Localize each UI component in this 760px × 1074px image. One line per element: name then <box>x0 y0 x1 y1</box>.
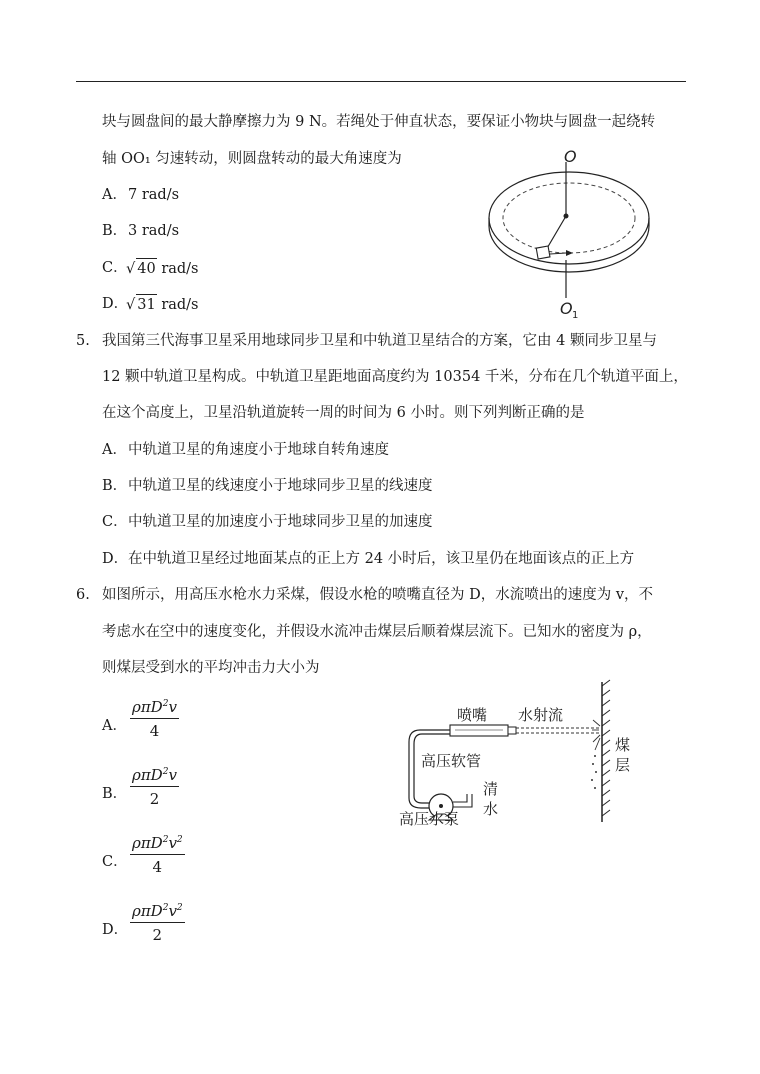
q6-label-coal-seam-2: 层 <box>615 756 631 774</box>
q5-option-c-text: 中轨道卫星的加速度小于地球同步卫星的加速度 <box>128 514 433 530</box>
q5-option-d-text: 在中轨道卫星经过地面某点的正上方 24 小时后，该卫星仍在地面该点的正上方 <box>128 551 635 567</box>
q6-label-hose: 高压软管 <box>421 752 482 770</box>
q6-label-clear-water-1: 清 <box>483 780 499 798</box>
q5-option-c-letter: C． <box>102 514 128 530</box>
q5-stem-line2: 12 颗中轨道卫星构成。中轨道卫星距地面高度约为 10354 千米，分布在几个轨道平面上， <box>102 369 688 385</box>
q6-option-b-formula: ρπD$^2$v 2 <box>132 766 177 808</box>
q6-option-d-formula: $\rho\pi D^2v^2$ 2 <box>132 902 183 944</box>
q6-option-c-formula: $\rho\pi D^2v^2$ 4 <box>132 834 183 876</box>
q5-option-a-text: 中轨道卫星的角速度小于地球自转角速度 <box>128 442 389 458</box>
q4-label-top: O <box>564 147 577 166</box>
q4-option-b-text: 3 rad/s <box>128 223 180 239</box>
header-rule <box>76 81 686 82</box>
q4-stem-line2: 轴 OO₁ 匀速转动，则圆盘转动的最大角速度为 <box>102 151 402 167</box>
q4-option-a-text: 7 rad/s <box>128 187 180 203</box>
q6-option-c-letter: C． <box>102 854 128 870</box>
q4-option-d-radicand: 31 <box>136 294 156 315</box>
q4-option-c-letter: C． <box>102 260 128 276</box>
q5-option-d-letter: D． <box>102 551 129 567</box>
q4-rotating-disk-figure <box>480 148 660 323</box>
q5-stem-line3: 在这个高度上，卫星沿轨道旋转一周的时间为 6 小时。则下列判断正确的是 <box>102 405 585 421</box>
q6-option-d-letter: D． <box>102 922 129 938</box>
q6-option-a-formula: ρπD$^2$v 4 <box>132 698 177 740</box>
q4-stem-line1: 块与圆盘间的最大静摩擦力为 9 N。若绳处于伸直状态，要保证小物块与圆盘一起绕转 <box>102 114 656 130</box>
q4-label-bottom-subscript: 1 <box>572 310 579 321</box>
q4-option-b-letter: B． <box>102 223 128 239</box>
q6-label-nozzle: 喷嘴 <box>457 706 488 724</box>
q6-water-cannon-figure <box>395 676 631 828</box>
q4-option-c-radicand: 40 <box>136 258 156 279</box>
q5-option-a-letter: A． <box>102 442 127 458</box>
q4-option-c-unit: rad/s <box>161 261 199 277</box>
q4-label-bottom: O <box>560 299 573 318</box>
q6-option-a-letter: A． <box>102 718 127 734</box>
q4-option-a-letter: A． <box>102 187 127 203</box>
q6-number: 6. <box>76 587 90 603</box>
q6-label-pump: 高压水泵 <box>399 810 460 828</box>
q6-label-water-jet: 水射流 <box>518 706 564 724</box>
q5-stem-line1: 我国第三代海事卫星采用地球同步卫星和中轨道卫星结合的方案，它由 4 颗同步卫星与 <box>102 333 657 349</box>
q6-option-b-letter: B． <box>102 786 128 802</box>
q6-stem-line3: 则煤层受到水的平均冲击力大小为 <box>102 660 320 676</box>
q5-option-b-letter: B． <box>102 478 128 494</box>
q4-option-d-letter: D． <box>102 296 129 312</box>
q6-label-clear-water-2: 水 <box>483 800 499 818</box>
q6-stem-line2: 考虑水在空中的速度变化，并假设水流冲击煤层后顺着煤层流下。已知水的密度为 ρ， <box>102 624 652 640</box>
q6-label-coal-seam-1: 煤 <box>615 736 631 754</box>
q4-option-d-value: √ 31 rad/s <box>126 294 199 315</box>
q5-option-b-text: 中轨道卫星的线速度小于地球同步卫星的线速度 <box>128 478 433 494</box>
q5-number: 5. <box>76 333 90 349</box>
q4-option-c-value: √ 40 rad/s <box>126 258 199 279</box>
q6-stem-line1: 如图所示，用高压水枪水力采煤，假设水枪的喷嘴直径为 D，水流喷出的速度为 v，不 <box>102 587 654 603</box>
q4-option-d-unit: rad/s <box>161 297 199 313</box>
